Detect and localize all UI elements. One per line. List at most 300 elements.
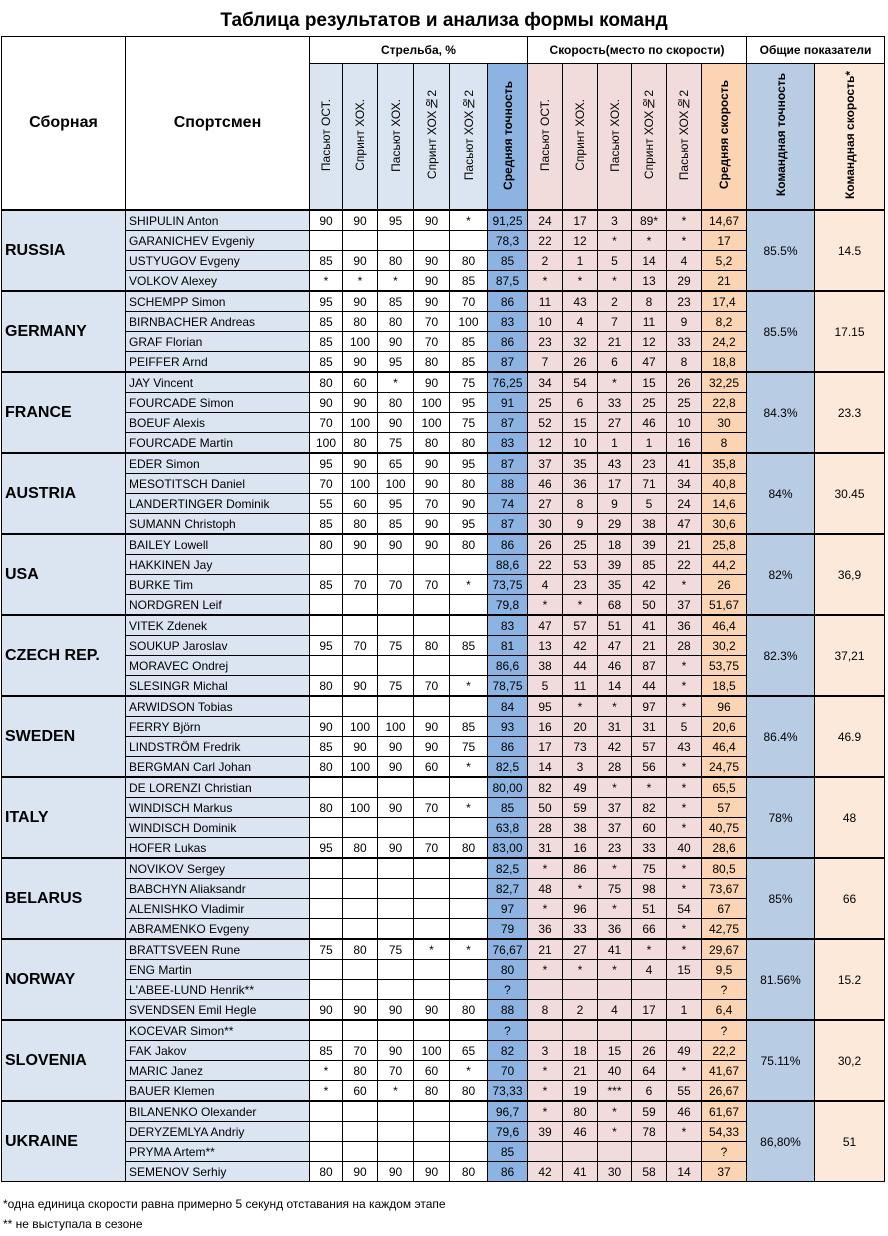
- shooting-value: [343, 818, 378, 838]
- shooting-value: *: [378, 372, 414, 393]
- shooting-value: [378, 1142, 414, 1162]
- speed-value: 31: [528, 838, 563, 859]
- shooting-value: 90: [343, 1000, 378, 1021]
- avg-speed-value: 51,67: [702, 595, 747, 616]
- shooting-value: 70: [414, 312, 450, 332]
- speed-value: 33: [563, 919, 598, 940]
- athlete-name: WINDISCH Markus: [126, 798, 310, 818]
- speed-value: 12: [563, 231, 598, 251]
- shooting-value: [414, 858, 450, 879]
- team-speed-value: 15.2: [815, 939, 885, 1020]
- speed-value: 43: [667, 737, 702, 757]
- speed-value: [667, 1020, 702, 1041]
- shooting-value: 100: [343, 413, 378, 433]
- table-row: [2, 1101, 885, 1122]
- speed-value: 36: [563, 474, 598, 494]
- avg-speed-value: 24,75: [702, 757, 747, 778]
- shooting-value: [450, 1020, 488, 1041]
- team-name: RUSSIA: [2, 210, 126, 291]
- team-name: FRANCE: [2, 372, 126, 453]
- shooting-value: 75: [450, 413, 488, 433]
- speed-value: 27: [598, 413, 632, 433]
- speed-value: [632, 1142, 667, 1162]
- shooting-value: 60: [343, 372, 378, 393]
- speed-value: [598, 1020, 632, 1041]
- speed-value: 52: [528, 413, 563, 433]
- avg-accuracy-value: 73,33: [488, 1081, 528, 1102]
- avg-speed-value: 40,75: [702, 818, 747, 838]
- speed-value: 14: [598, 676, 632, 697]
- header-avg-accuracy-label: Средняя точность: [500, 80, 515, 190]
- avg-speed-value: 24,2: [702, 332, 747, 352]
- shooting-value: [450, 1142, 488, 1162]
- avg-accuracy-value: 79,8: [488, 595, 528, 616]
- shooting-value: [343, 777, 378, 798]
- shooting-value: [343, 231, 378, 251]
- speed-value: 31: [632, 717, 667, 737]
- speed-value: *: [632, 231, 667, 251]
- speed-value: 43: [563, 291, 598, 312]
- avg-speed-value: 18,5: [702, 676, 747, 697]
- speed-value: 39: [598, 555, 632, 575]
- avg-speed-value: 17: [702, 231, 747, 251]
- shooting-value: 80: [450, 534, 488, 555]
- avg-accuracy-value: 91,25: [488, 210, 528, 231]
- shooting-value: 90: [378, 1162, 414, 1182]
- shooting-value: [310, 1142, 343, 1162]
- avg-speed-value: 67: [702, 899, 747, 919]
- team-name: AUSTRIA: [2, 453, 126, 534]
- shooting-value: 75: [378, 636, 414, 656]
- avg-accuracy-value: 86: [488, 737, 528, 757]
- speed-value: *: [667, 858, 702, 879]
- speed-value: 42: [563, 636, 598, 656]
- shooting-value: 90: [414, 1162, 450, 1182]
- speed-value: 50: [528, 798, 563, 818]
- team-speed-value: 23.3: [815, 372, 885, 453]
- shooting-value: 100: [378, 717, 414, 737]
- speed-value: 54: [667, 899, 702, 919]
- shooting-value: *: [378, 271, 414, 292]
- speed-value: 7: [528, 352, 563, 373]
- shooting-value: 80: [450, 1162, 488, 1182]
- speed-value: 48: [528, 879, 563, 899]
- speed-value: 33: [667, 332, 702, 352]
- speed-value: 33: [632, 838, 667, 859]
- speed-value: *: [563, 960, 598, 980]
- header-speed-col-3-label: Спринт ХОХ№2: [642, 90, 656, 180]
- shooting-value: 90: [310, 1000, 343, 1021]
- avg-speed-value: 35,8: [702, 453, 747, 474]
- avg-speed-value: 25,8: [702, 534, 747, 555]
- speed-value: 75: [632, 858, 667, 879]
- shooting-value: [450, 555, 488, 575]
- shooting-value: 100: [450, 312, 488, 332]
- shooting-value: [414, 1020, 450, 1041]
- shooting-value: [414, 555, 450, 575]
- speed-value: 1: [563, 251, 598, 271]
- shooting-value: [378, 555, 414, 575]
- page-title: Таблица результатов и анализа формы команд: [220, 10, 668, 31]
- speed-value: 85: [632, 555, 667, 575]
- avg-speed-value: 20,6: [702, 717, 747, 737]
- athlete-name: ENG Martin: [126, 960, 310, 980]
- shooting-value: 90: [343, 737, 378, 757]
- shooting-value: 70: [414, 798, 450, 818]
- header-shooting-col-4-label: Пасьют ХОХ№2: [461, 89, 476, 181]
- speed-value: 1: [598, 433, 632, 454]
- shooting-value: 95: [310, 838, 343, 859]
- speed-value: 24: [528, 210, 563, 231]
- avg-accuracy-value: 82: [488, 1041, 528, 1061]
- shooting-value: 70: [414, 838, 450, 859]
- athlete-name: BRATTSVEEN Rune: [126, 939, 310, 960]
- shooting-value: [450, 980, 488, 1000]
- header-avg-speed-label: Средняя скорость: [717, 80, 731, 190]
- shooting-value: [414, 615, 450, 636]
- speed-value: 17: [598, 474, 632, 494]
- avg-speed-value: ?: [702, 1142, 747, 1162]
- speed-value: [563, 1142, 598, 1162]
- speed-value: 73: [563, 737, 598, 757]
- speed-value: 97: [632, 696, 667, 717]
- shooting-value: [343, 919, 378, 940]
- speed-value: 40: [598, 1061, 632, 1081]
- speed-value: 37: [598, 798, 632, 818]
- avg-accuracy-value: 76,25: [488, 372, 528, 393]
- table-row: [2, 858, 885, 879]
- shooting-value: 90: [378, 757, 414, 778]
- speed-value: 25: [667, 393, 702, 413]
- speed-value: 98: [632, 879, 667, 899]
- avg-speed-value: 29,67: [702, 939, 747, 960]
- shooting-value: 90: [414, 1000, 450, 1021]
- shooting-value: 80: [343, 1061, 378, 1081]
- shooting-value: 80: [450, 838, 488, 859]
- avg-speed-value: 30: [702, 413, 747, 433]
- shooting-value: 90: [414, 251, 450, 271]
- speed-value: *: [598, 899, 632, 919]
- shooting-value: *: [450, 798, 488, 818]
- avg-accuracy-value: 86: [488, 291, 528, 312]
- speed-value: 16: [667, 433, 702, 454]
- speed-value: 60: [632, 818, 667, 838]
- shooting-value: [310, 818, 343, 838]
- shooting-value: [310, 777, 343, 798]
- header-speed-col-2: [598, 64, 632, 211]
- avg-speed-value: 61,67: [702, 1101, 747, 1122]
- speed-value: 37: [528, 453, 563, 474]
- speed-value: 28: [598, 757, 632, 778]
- speed-value: 29: [598, 514, 632, 535]
- shooting-value: 70: [414, 676, 450, 697]
- shooting-value: [343, 615, 378, 636]
- header-speed-col-1-label: Спринт ХОХ.: [573, 99, 587, 171]
- speed-value: *: [563, 271, 598, 292]
- speed-value: 40: [667, 838, 702, 859]
- header-speed-col-0: [528, 64, 563, 211]
- shooting-value: [378, 656, 414, 676]
- avg-speed-value: 42,75: [702, 919, 747, 940]
- avg-speed-value: 44,2: [702, 555, 747, 575]
- speed-value: 50: [632, 595, 667, 616]
- speed-value: 7: [598, 312, 632, 332]
- speed-value: [528, 1142, 563, 1162]
- speed-value: *: [667, 656, 702, 676]
- speed-value: 78: [632, 1122, 667, 1142]
- speed-value: 35: [598, 575, 632, 595]
- shooting-value: 80: [450, 1000, 488, 1021]
- speed-value: 55: [667, 1081, 702, 1102]
- speed-value: *: [667, 676, 702, 697]
- avg-speed-value: 18,8: [702, 352, 747, 373]
- shooting-value: 80: [343, 312, 378, 332]
- shooting-value: 100: [343, 757, 378, 778]
- speed-value: 9: [667, 312, 702, 332]
- athlete-name: NOVIKOV Sergey: [126, 858, 310, 879]
- speed-value: 17: [528, 737, 563, 757]
- header-team-accuracy: [747, 64, 815, 211]
- shooting-value: [310, 899, 343, 919]
- speed-value: 47: [667, 514, 702, 535]
- table-row: [2, 696, 885, 717]
- team-accuracy-value: 86.4%: [747, 696, 815, 777]
- shooting-value: [450, 595, 488, 616]
- speed-value: 10: [563, 433, 598, 454]
- shooting-value: 100: [343, 332, 378, 352]
- speed-value: 46: [598, 656, 632, 676]
- shooting-value: [343, 980, 378, 1000]
- speed-value: 21: [528, 939, 563, 960]
- athlete-name: BILANENKO Olexander: [126, 1101, 310, 1122]
- speed-value: 4: [632, 960, 667, 980]
- speed-value: *: [632, 777, 667, 798]
- speed-value: 10: [667, 413, 702, 433]
- shooting-value: 70: [343, 1041, 378, 1061]
- speed-value: *: [528, 960, 563, 980]
- shooting-value: 85: [310, 575, 343, 595]
- header-speed-col-1: [563, 64, 598, 211]
- shooting-value: 90: [378, 798, 414, 818]
- speed-value: 51: [598, 615, 632, 636]
- shooting-value: 95: [378, 494, 414, 514]
- shooting-value: 75: [450, 372, 488, 393]
- shooting-value: 90: [414, 474, 450, 494]
- speed-value: 22: [528, 555, 563, 575]
- shooting-value: 90: [450, 494, 488, 514]
- table-row: [2, 939, 885, 960]
- speed-value: 37: [598, 818, 632, 838]
- shooting-value: 80: [378, 251, 414, 271]
- shooting-value: 90: [414, 372, 450, 393]
- avg-accuracy-value: 86: [488, 1162, 528, 1182]
- speed-value: 42: [598, 737, 632, 757]
- athlete-name: VOLKOV Alexey: [126, 271, 310, 292]
- athlete-name: HAKKINEN Jay: [126, 555, 310, 575]
- avg-accuracy-value: 82,7: [488, 879, 528, 899]
- shooting-value: 85: [310, 352, 343, 373]
- shooting-value: 80: [310, 676, 343, 697]
- avg-accuracy-value: 93: [488, 717, 528, 737]
- athlete-name: FAK Jakov: [126, 1041, 310, 1061]
- shooting-value: 80: [310, 798, 343, 818]
- speed-value: 68: [598, 595, 632, 616]
- athlete-name: BOEUF Alexis: [126, 413, 310, 433]
- shooting-value: [450, 879, 488, 899]
- speed-value: 24: [667, 494, 702, 514]
- speed-value: [598, 980, 632, 1000]
- avg-accuracy-value: 78,3: [488, 231, 528, 251]
- shooting-value: 80: [414, 433, 450, 454]
- avg-accuracy-value: 83,00: [488, 838, 528, 859]
- speed-value: 8: [667, 352, 702, 373]
- header-speed-col-2-label: Пасьют ХОХ.: [607, 98, 622, 172]
- shooting-value: 95: [450, 393, 488, 413]
- shooting-value: 95: [310, 636, 343, 656]
- speed-value: 86: [563, 858, 598, 879]
- speed-value: 21: [598, 332, 632, 352]
- speed-value: 82: [528, 777, 563, 798]
- shooting-value: 95: [378, 210, 414, 231]
- shooting-value: [414, 777, 450, 798]
- team-accuracy-value: 82.3%: [747, 615, 815, 696]
- header-team: Сборная: [2, 37, 126, 211]
- avg-accuracy-value: 87: [488, 453, 528, 474]
- shooting-value: 85: [378, 514, 414, 535]
- shooting-value: 90: [378, 1041, 414, 1061]
- footnote-speed-unit: *одна единица скорости равна примерно 5 секунд отставания на каждом этапе: [3, 1197, 446, 1211]
- shooting-value: *: [310, 1081, 343, 1102]
- avg-speed-value: 26,67: [702, 1081, 747, 1102]
- shooting-value: 80: [343, 939, 378, 960]
- avg-accuracy-value: 91: [488, 393, 528, 413]
- shooting-value: *: [450, 1061, 488, 1081]
- table-row: [2, 210, 885, 231]
- shooting-value: 90: [343, 676, 378, 697]
- shooting-value: 90: [378, 534, 414, 555]
- shooting-value: [378, 818, 414, 838]
- speed-value: 3: [528, 1041, 563, 1061]
- speed-value: 41: [598, 939, 632, 960]
- speed-value: 6: [563, 393, 598, 413]
- avg-accuracy-value: 80,00: [488, 777, 528, 798]
- athlete-name: DE LORENZI Christian: [126, 777, 310, 798]
- speed-value: 47: [528, 615, 563, 636]
- speed-value: 4: [598, 1000, 632, 1021]
- avg-speed-value: 37: [702, 1162, 747, 1182]
- shooting-value: [343, 960, 378, 980]
- speed-value: 30: [528, 514, 563, 535]
- speed-value: *: [667, 1061, 702, 1081]
- speed-value: *: [598, 271, 632, 292]
- shooting-value: 60: [343, 494, 378, 514]
- speed-value: 17: [563, 210, 598, 231]
- speed-value: *: [528, 858, 563, 879]
- shooting-value: 80: [310, 757, 343, 778]
- speed-value: 3: [598, 210, 632, 231]
- header-shooting-group: Стрельба, %: [310, 37, 528, 64]
- speed-value: *: [667, 757, 702, 778]
- speed-value: 22: [528, 231, 563, 251]
- header-team-speed-label: Командная скорость*: [842, 71, 857, 199]
- shooting-value: [310, 615, 343, 636]
- avg-speed-value: ?: [702, 980, 747, 1000]
- athlete-name: L'ABEE-LUND Henrik**: [126, 980, 310, 1000]
- athlete-name: MARIC Janez: [126, 1061, 310, 1081]
- table-row: [2, 777, 885, 798]
- speed-value: 44: [563, 656, 598, 676]
- speed-value: 46: [667, 1101, 702, 1122]
- shooting-value: 100: [414, 393, 450, 413]
- avg-accuracy-value: 82,5: [488, 858, 528, 879]
- speed-value: 27: [563, 939, 598, 960]
- speed-value: 36: [528, 919, 563, 940]
- header-shooting-col-3: [414, 64, 450, 211]
- shooting-value: 65: [378, 453, 414, 474]
- shooting-value: [414, 656, 450, 676]
- speed-value: *: [667, 575, 702, 595]
- shooting-value: [378, 1101, 414, 1122]
- speed-value: *: [563, 696, 598, 717]
- speed-value: 11: [528, 291, 563, 312]
- shooting-value: [343, 595, 378, 616]
- speed-value: 4: [563, 312, 598, 332]
- avg-accuracy-value: 83: [488, 433, 528, 454]
- shooting-value: [310, 919, 343, 940]
- shooting-value: 90: [343, 453, 378, 474]
- athlete-name: ALENISHKO Vladimir: [126, 899, 310, 919]
- footnote-not-competed: ** не выступала в сезоне: [3, 1217, 143, 1231]
- speed-value: *: [563, 879, 598, 899]
- shooting-value: 80: [343, 838, 378, 859]
- shooting-value: 80: [378, 393, 414, 413]
- shooting-value: [414, 818, 450, 838]
- avg-speed-value: 46,4: [702, 737, 747, 757]
- athlete-name: BAUER Klemen: [126, 1081, 310, 1102]
- speed-value: 41: [563, 1162, 598, 1182]
- shooting-value: 60: [414, 1061, 450, 1081]
- speed-value: *: [667, 696, 702, 717]
- speed-value: 47: [632, 352, 667, 373]
- header-shooting-col-4: [450, 64, 488, 211]
- shooting-value: 95: [310, 453, 343, 474]
- speed-value: 6: [632, 1081, 667, 1102]
- table-row: [2, 453, 885, 474]
- speed-value: 17: [632, 1000, 667, 1021]
- avg-speed-value: 5,2: [702, 251, 747, 271]
- table-row: [2, 1020, 885, 1041]
- avg-accuracy-value: 88: [488, 1000, 528, 1021]
- speed-value: 9: [598, 494, 632, 514]
- table-row: [2, 534, 885, 555]
- shooting-value: [343, 879, 378, 899]
- shooting-value: 75: [450, 737, 488, 757]
- shooting-value: 70: [378, 1061, 414, 1081]
- speed-value: 15: [563, 413, 598, 433]
- shooting-value: 90: [343, 534, 378, 555]
- speed-value: *: [667, 798, 702, 818]
- speed-value: *: [528, 1101, 563, 1122]
- athlete-name: SCHEMPP Simon: [126, 291, 310, 312]
- shooting-value: *: [450, 757, 488, 778]
- header-speed-col-0-label: Пасьют ОСТ.: [538, 98, 552, 172]
- speed-value: 2: [563, 1000, 598, 1021]
- team-speed-value: 51: [815, 1101, 885, 1182]
- speed-value: 14: [667, 1162, 702, 1182]
- speed-value: 38: [528, 656, 563, 676]
- avg-accuracy-value: 81: [488, 636, 528, 656]
- speed-value: 26: [528, 534, 563, 555]
